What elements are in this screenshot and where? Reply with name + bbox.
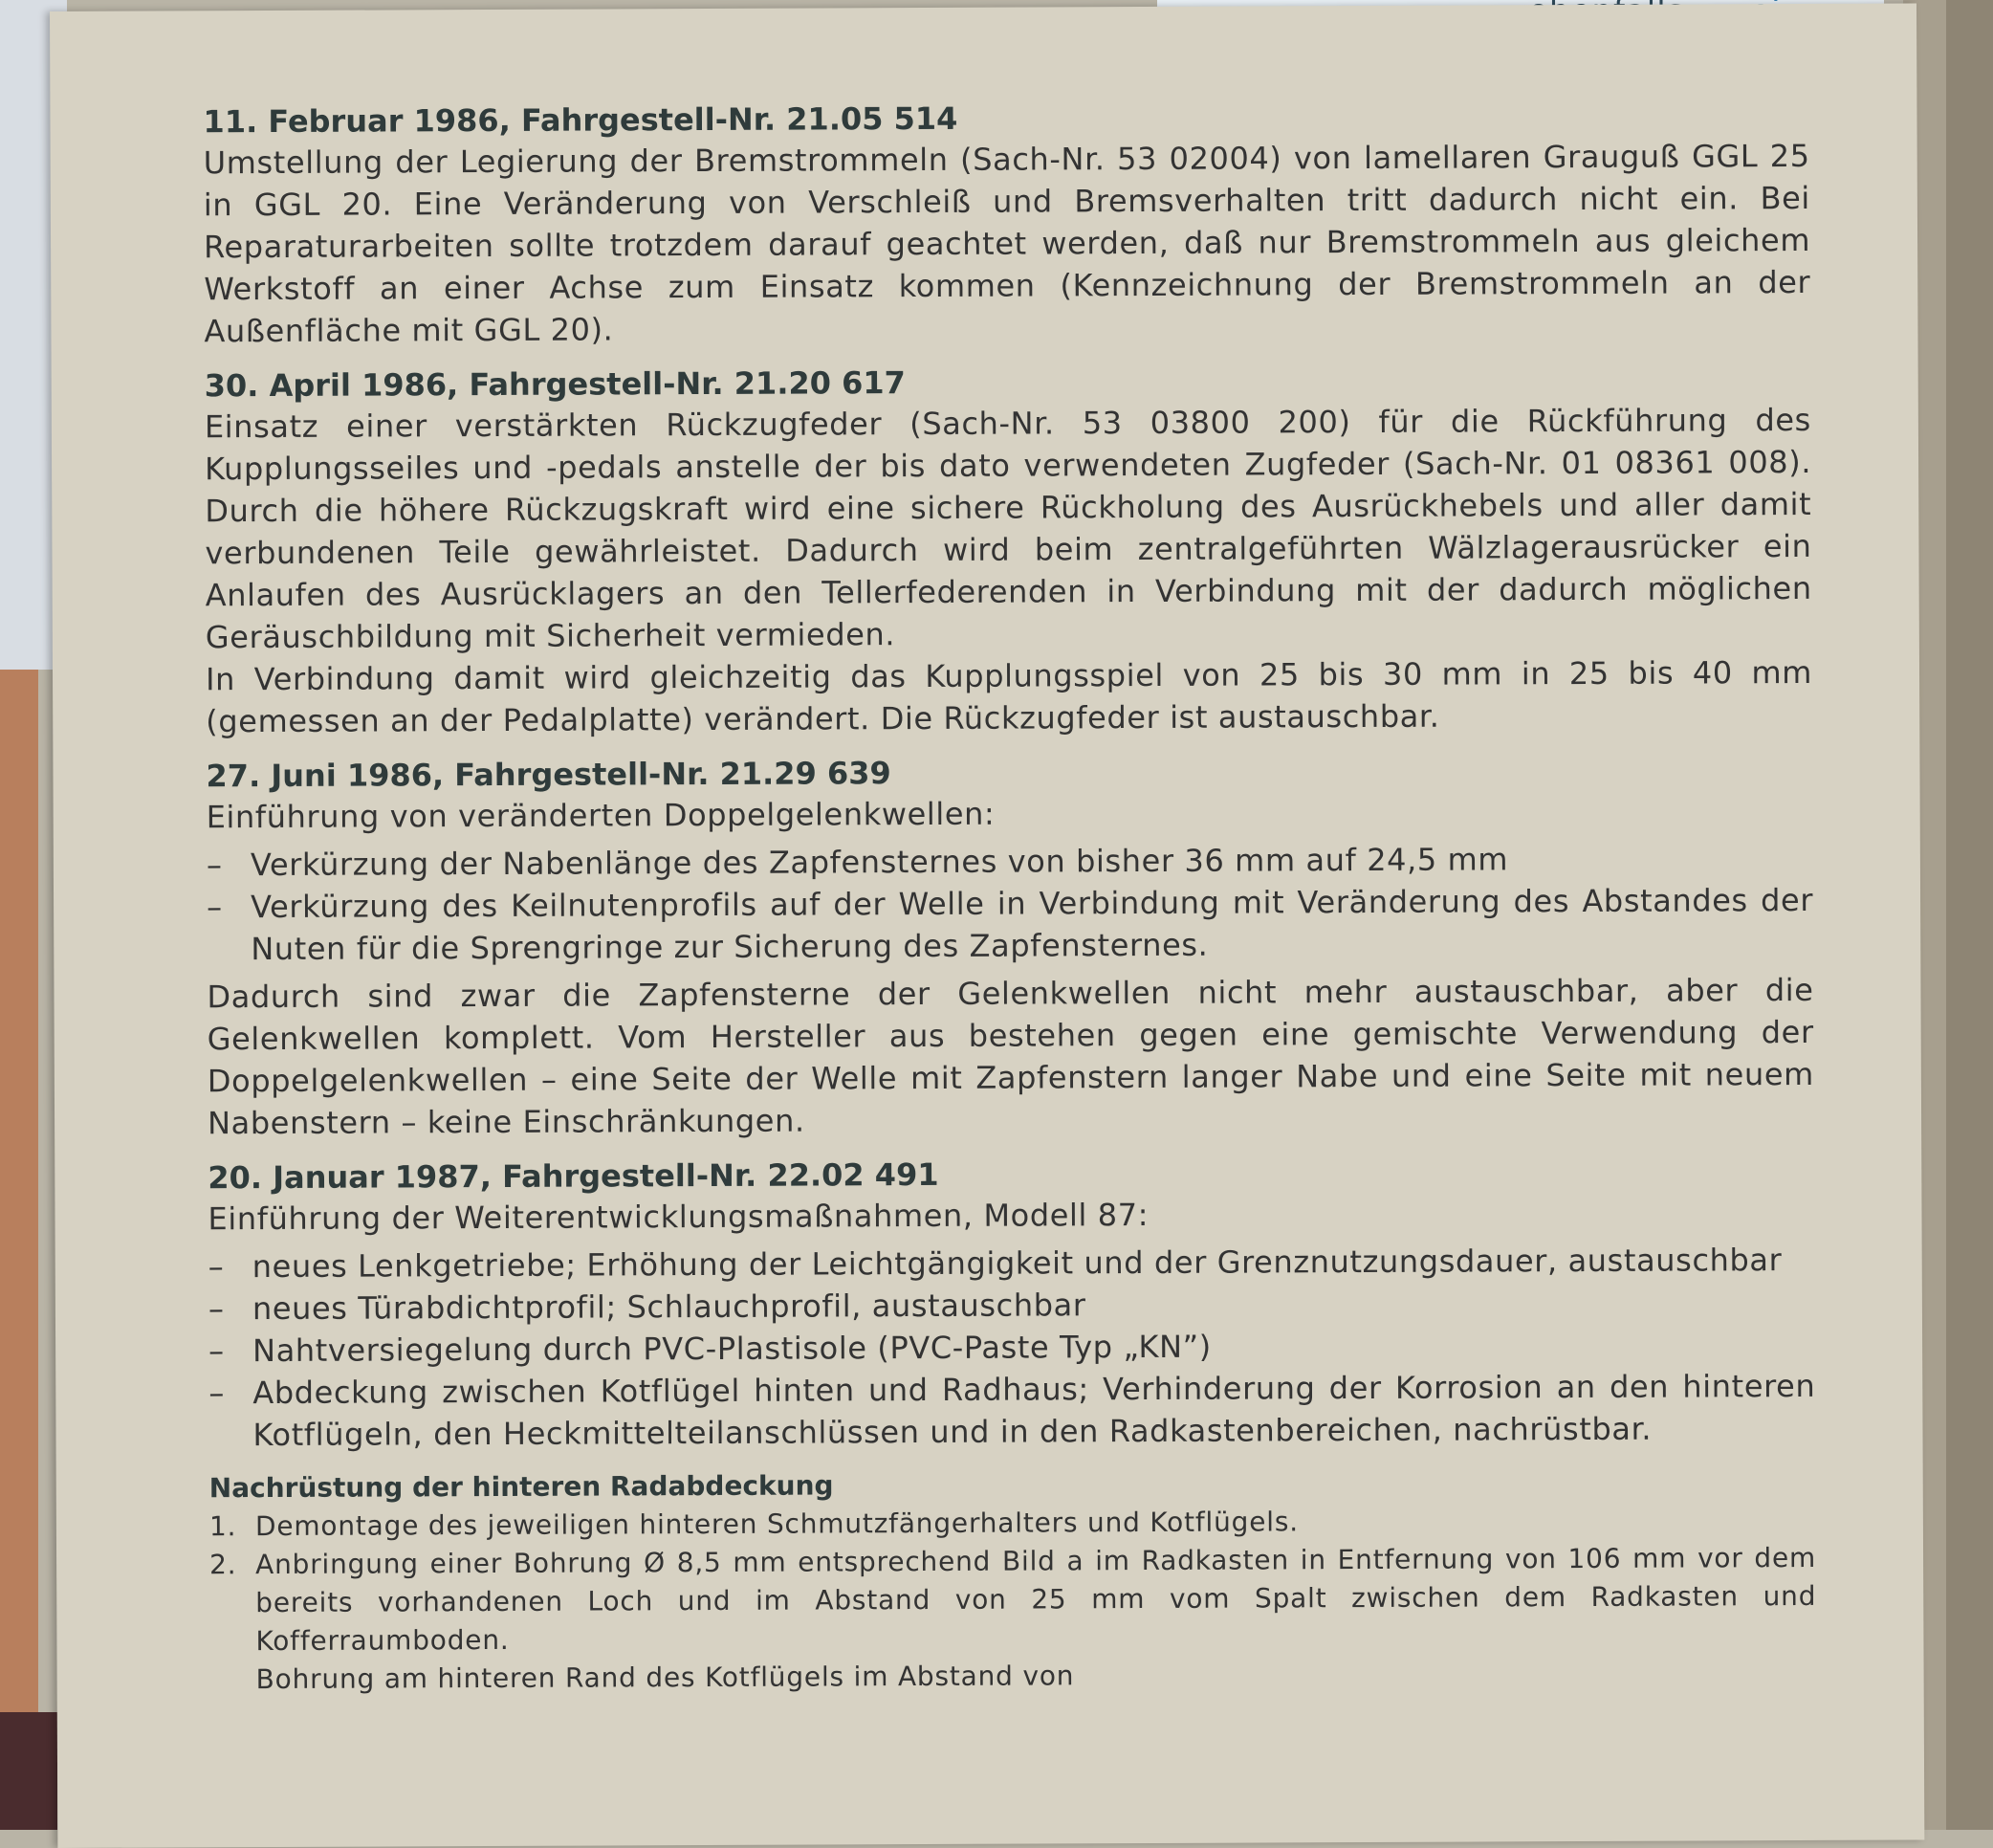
section-title: 27. Juni 1986, Fahrgestell-Nr. 21.29 639 xyxy=(206,755,891,795)
section-feb-1986 xyxy=(203,95,1810,352)
bullet-list xyxy=(207,837,1814,970)
page-content xyxy=(203,95,1816,1712)
list-item-text: Verkürzung der Nabenlänge des Zapfensternes von bisher 36 mm auf 24,5 mm xyxy=(250,841,1509,884)
step-text-cut-off: Bohrung am hinteren Rand des Kotflügels im Abstand von xyxy=(255,1660,1075,1696)
background-right-edge xyxy=(1946,0,1993,1830)
retrofit-title: Nachrüstung der hinteren Radabdeckung xyxy=(208,1469,834,1505)
step-text: Anbringung einer Bohrung Ø 8,5 mm entsprechend Bild a im Radkasten in Entfernung von 106 mm vor dem bereits vorhandenen Loch und im Abstand von 25 mm vom Spalt zwischen dem Radkasten und Kofferraumboden. xyxy=(255,1541,1817,1658)
section-paragraph: Umstellung der Legierung der Bremstrommeln (Sach-Nr. 53 02004) von lamellaren Grauguß GGL 25 in GGL 20. Eine Veränderung von Verschleiß und Bremsverhalten tritt dadurch nicht ein. Bei Reparaturarbeiten sollte trotzdem darauf geachtet werden, daß nur Bremstrommeln aus gleichem Werkstoff an einer Achse zum Einsatz kommen (Kennzeichnung der Bremstrommeln an der Außenfläche mit GGL 20). xyxy=(203,137,1811,350)
retrofit-step-cut-off xyxy=(210,1654,1817,1699)
list-item xyxy=(208,1323,1815,1372)
section-title: 20. Januar 1987, Fahrgestell-Nr. 22.02 491 xyxy=(208,1155,939,1197)
dash-marker: – xyxy=(208,1248,225,1286)
section-apr-1986 xyxy=(205,359,1813,742)
section-intro: Einführung der Weiterentwicklungsmaßnahmen, Modell 87: xyxy=(208,1196,1150,1238)
list-item xyxy=(208,1281,1815,1330)
section-retrofit xyxy=(209,1463,1817,1699)
retrofit-step xyxy=(209,1539,1817,1661)
section-paragraph: In Verbindung damit wird gleichzeitig das Kupplungsspiel von 25 bis 30 mm in 25 bis 40 mm (gemessen an der Pedalplatte) verändert. Die Rückzugfeder ist austauschbar. xyxy=(205,653,1813,740)
section-title: 30. April 1986, Fahrgestell-Nr. 21.20 617 xyxy=(204,364,906,405)
dash-marker: – xyxy=(207,889,223,926)
section-jun-1986 xyxy=(206,749,1814,1144)
dash-marker: – xyxy=(208,1375,225,1412)
section-title: 11. Februar 1986, Fahrgestell-Nr. 21.05 514 xyxy=(203,99,958,141)
list-item-text: neues Lenkgetriebe; Erhöhung der Leichtgängigkeit und der Grenznutzungsdauer, austauschbar xyxy=(252,1242,1783,1286)
list-item xyxy=(208,1365,1815,1456)
step-number: 1. xyxy=(208,1510,237,1543)
section-paragraph: Einsatz einer verstärkten Rückzugfeder (Sach-Nr. 53 03800 200) für die Rückführung des Kupplungsseiles und -pedals anstelle der bis dato verwendeten Zugfeder (Sach-Nr. 01 08361 008). Durch die höhere Rückzugskraft wird eine sichere Rückholung des Ausrückhebels und aller damit verbundenen Teile gewährleistet. Dadurch wird beim zentralgeführten Wälzlagerausrücker ein Anlaufen des Ausrücklagers an den Tellerfederenden in Verbindung mit der dadurch möglichen Geräuschbildung mit Sicherheit vermieden. xyxy=(204,401,1812,656)
section-jan-1987 xyxy=(208,1151,1815,1456)
step-text: Demontage des jeweiligen hinteren Schmutzfängerhalters und Kotflügels. xyxy=(254,1506,1299,1543)
list-item-text: Verkürzung des Keilnutenprofils auf der Welle in Verbindung mit Veränderung des Abstandes der Nuten für die Sprengringe zur Sicherung des Zapfensternes. xyxy=(251,881,1814,968)
section-paragraph: Dadurch sind zwar die Zapfensterne der Gelenkwellen nicht mehr austauschbar, aber die Gelenkwellen komplett. Vom Hersteller aus bestehen gegen eine gemischte Verwendung der Doppelgelenkwellen – eine Seite der Welle mit Zapfenstern langer Nabe und eine Seite mit neuem Nabenstern – keine Einschränkungen. xyxy=(207,971,1814,1142)
dash-marker: – xyxy=(208,1290,225,1328)
bullet-list xyxy=(208,1239,1816,1456)
background-left-wood xyxy=(0,670,38,1722)
retrofit-steps xyxy=(209,1501,1817,1699)
document-page xyxy=(50,3,1924,1847)
list-item xyxy=(207,879,1813,970)
list-item xyxy=(207,837,1813,886)
dash-marker: – xyxy=(206,847,223,884)
section-intro: Einführung von veränderten Doppelgelenkwellen: xyxy=(206,795,996,836)
background-left-bottom xyxy=(0,1712,57,1830)
step-number: 2. xyxy=(209,1549,237,1581)
list-item xyxy=(208,1239,1815,1287)
list-item-text: neues Türabdichtprofil; Schlauchprofil, austauschbar xyxy=(252,1287,1086,1328)
list-item-text: Nahtversiegelung durch PVC-Plastisole (PVC-Paste Typ „KN”) xyxy=(252,1328,1212,1370)
dash-marker: – xyxy=(208,1332,225,1370)
list-item-text: Abdeckung zwischen Kotflügel hinten und Radhaus; Verhinderung der Korrosion an den hinteren Kotflügeln, den Heckmittelteilanschlüssen und in den Radkastenbereichen, nachrüstbar. xyxy=(252,1367,1816,1454)
